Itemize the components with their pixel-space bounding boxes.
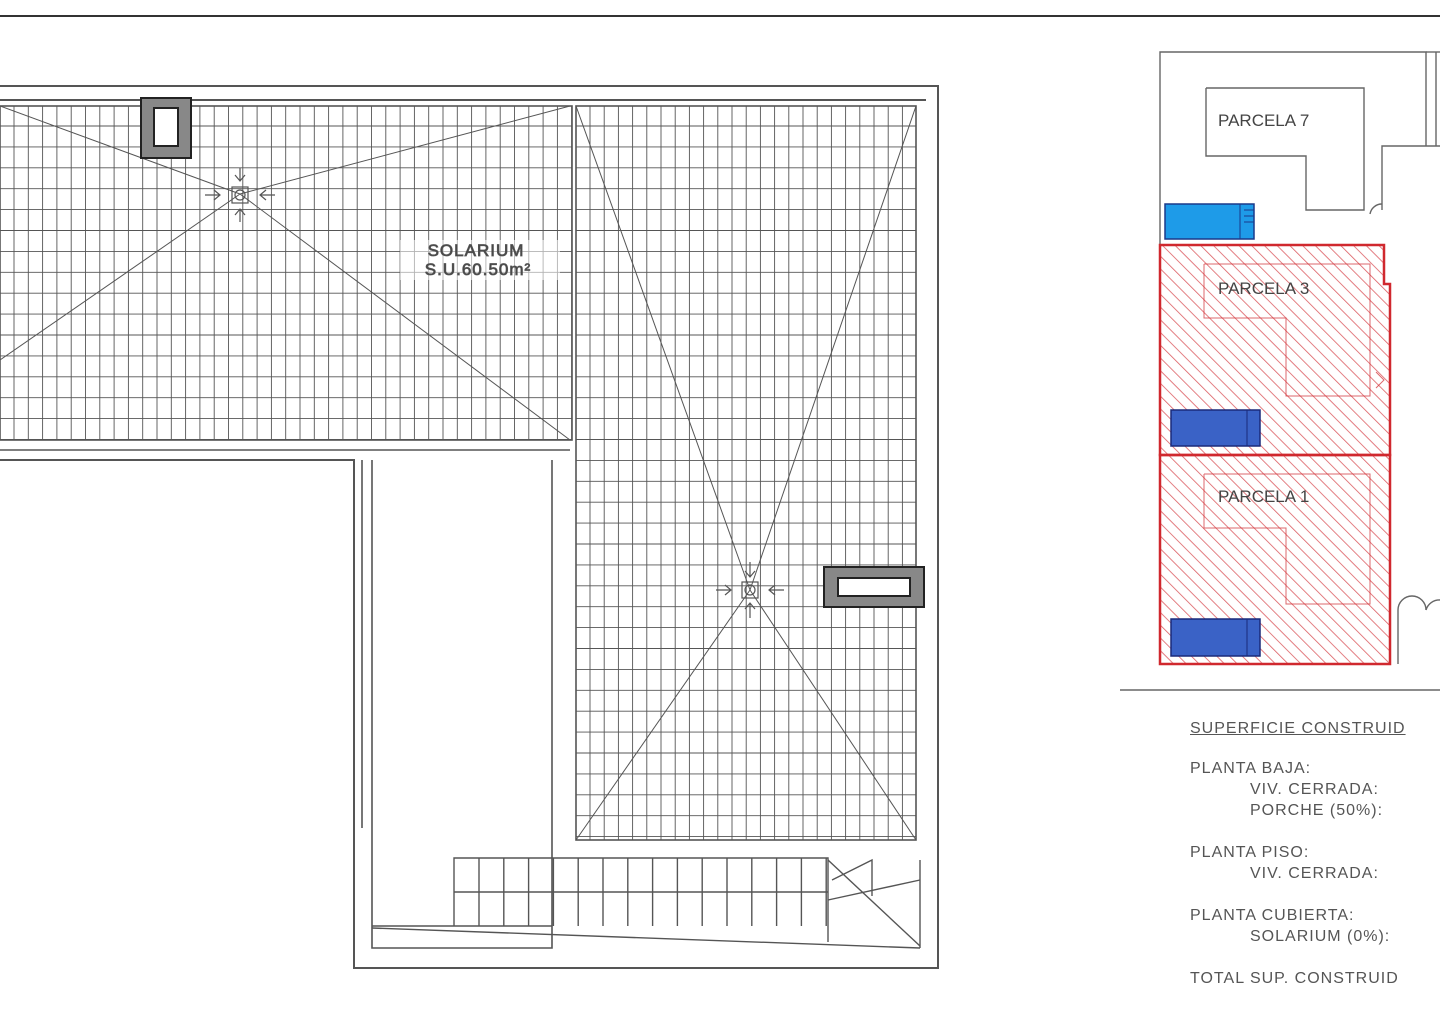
solarium-area-label: S.U.60.50m² <box>424 260 532 279</box>
right-roof-area <box>576 106 916 840</box>
parcel-label-1: PARCELA 1 <box>1218 487 1310 506</box>
pool-parcela-3 <box>1171 410 1260 446</box>
solarium-label: SOLARIUM <box>427 241 525 260</box>
surface-table-title: SUPERFICIE CONSTRUID <box>1190 720 1406 737</box>
chimney-top-vent <box>141 98 191 158</box>
roof-drain-top <box>205 168 275 222</box>
solarium-percent-label: SOLARIUM (0%): <box>1250 928 1391 945</box>
chimney-side-vent <box>824 567 924 607</box>
building-outline <box>0 86 938 968</box>
porche-label: PORCHE (50%): <box>1250 802 1384 819</box>
surface-table <box>1190 718 1440 989</box>
total-label: TOTAL SUP. CONSTRUID <box>1190 970 1399 987</box>
planta-cubierta-label: PLANTA CUBIERTA: <box>1190 907 1355 924</box>
pool-parcela-1 <box>1171 619 1260 656</box>
planta-baja-label: PLANTA BAJA: <box>1190 760 1312 777</box>
pool-parcela-7 <box>1165 204 1254 239</box>
viv-cerrada-2-label: VIV. CERRADA: <box>1250 865 1379 882</box>
stairs <box>372 858 920 948</box>
planta-piso-label: PLANTA PISO: <box>1190 844 1310 861</box>
parcel-label-3: PARCELA 3 <box>1218 279 1310 298</box>
parcel-label-7: PARCELA 7 <box>1218 111 1310 130</box>
courtyard-walls <box>0 450 570 948</box>
highlighted-parcels <box>1160 245 1390 664</box>
viv-cerrada-1-label: VIV. CERRADA: <box>1250 781 1379 798</box>
